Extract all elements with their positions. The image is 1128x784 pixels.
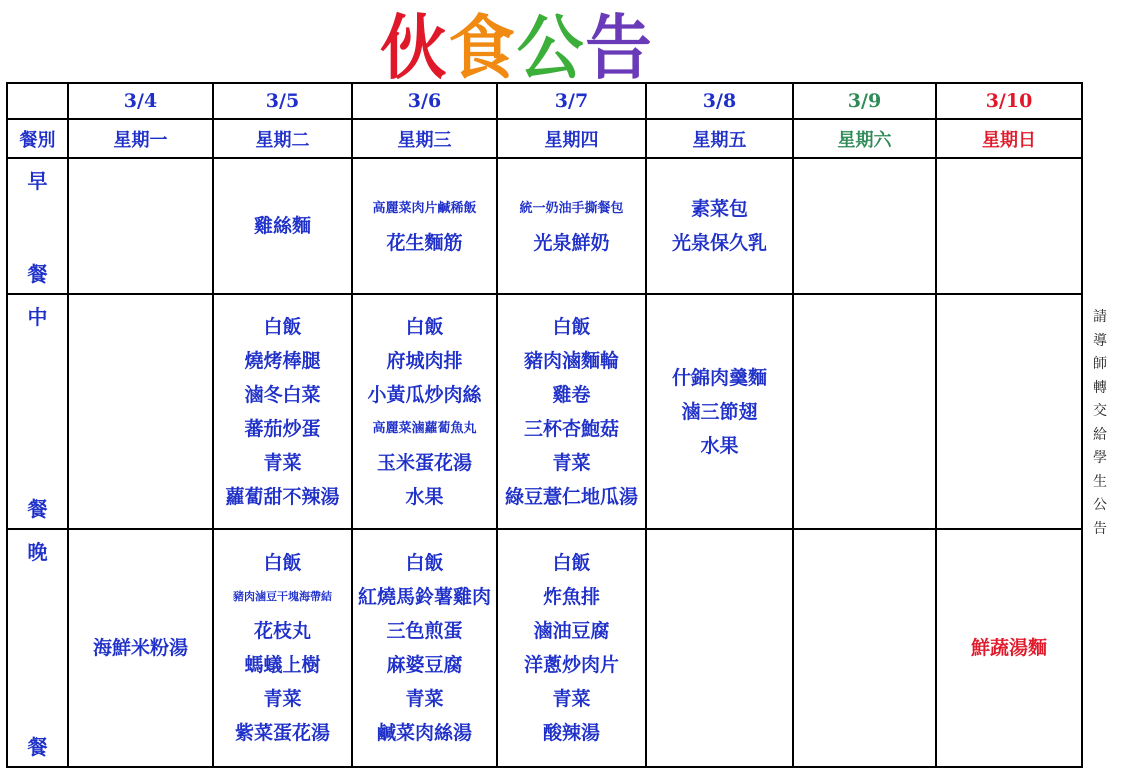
date-cell: 3/4 [68, 83, 213, 119]
menu-cell [646, 158, 793, 294]
menu-item: 白飯 [405, 552, 444, 574]
corner-cell [7, 83, 68, 119]
date-cell: 3/6 [352, 83, 497, 119]
menu-item: 酸辣湯 [542, 722, 600, 744]
menu-cell [646, 294, 793, 529]
menu-cell [936, 529, 1082, 767]
meal-label-top: 晚 [27, 540, 48, 564]
menu-item: 高麗菜肉片鹹稀飯 [372, 201, 477, 216]
title-char: 伙 [380, 7, 449, 89]
weekday-cell: 星期五 [646, 119, 793, 158]
menu-item: 洋蔥炒肉片 [523, 654, 619, 676]
date-row [7, 83, 1082, 119]
menu-cell [352, 294, 497, 529]
menu-item: 鮮蔬湯麵 [970, 637, 1047, 659]
side-note: 請導師轉交給學生公告 [1093, 309, 1107, 537]
menu-item: 雞卷 [552, 383, 591, 406]
menu-item: 綠豆薏仁地瓜湯 [504, 485, 638, 508]
menu-item: 白飯 [263, 552, 302, 574]
menu-cell [68, 294, 213, 529]
menu-item: 統一奶油手撕餐包 [519, 201, 624, 216]
menu-item: 滷油豆腐 [533, 620, 610, 642]
menu-item: 青菜 [263, 688, 302, 710]
menu-cell [497, 158, 646, 294]
title-char: 食 [448, 7, 517, 89]
menu-item: 白飯 [405, 315, 444, 338]
weekday-cell: 星期四 [497, 119, 646, 158]
menu-item: 小黃瓜炒肉絲 [367, 383, 482, 406]
menu-item: 光泉保久乳 [671, 232, 767, 254]
menu-item: 什錦肉羹麵 [671, 366, 767, 389]
title-char: 公 [516, 7, 586, 89]
date-cell-saturday: 3/9 [793, 83, 936, 119]
breakfast-row [7, 158, 1082, 294]
menu-item: 高麗菜滷蘿蔔魚丸 [372, 420, 477, 436]
menu-item: 白飯 [552, 315, 591, 338]
meal-label-bottom: 餐 [27, 497, 48, 521]
menu-item: 燒烤棒腿 [244, 349, 321, 372]
menu-cell [793, 529, 936, 767]
menu-cell [213, 158, 352, 294]
menu-item: 豬肉滷豆干塊海帶結 [233, 590, 332, 603]
menu-cell [936, 158, 1082, 294]
dinner-row [7, 529, 1082, 767]
meal-label-cell [7, 529, 68, 767]
menu-item: 雞絲麵 [253, 215, 311, 237]
menu-item: 蕃茄炒蛋 [244, 417, 321, 440]
weekday-cell: 星期三 [352, 119, 497, 158]
menu-item: 螞蟻上樹 [244, 654, 321, 676]
menu-item: 青菜 [552, 451, 591, 474]
date-cell: 3/8 [646, 83, 793, 119]
menu-item: 水果 [700, 434, 739, 457]
menu-cell [793, 158, 936, 294]
menu-cell [68, 158, 213, 294]
meal-label-bottom: 餐 [27, 262, 48, 286]
date-cell-sunday: 3/10 [936, 83, 1082, 119]
date-cell: 3/5 [213, 83, 352, 119]
meal-type-header: 餐別 [7, 119, 68, 158]
menu-item: 府城肉排 [386, 349, 463, 372]
meal-label-cell [7, 294, 68, 529]
menu-item: 青菜 [263, 451, 302, 474]
menu-cell [793, 294, 936, 529]
menu-item: 豬肉滷麵輪 [523, 349, 619, 372]
menu-item: 蘿蔔甜不辣湯 [225, 485, 340, 508]
menu-item: 水果 [405, 485, 444, 508]
menu-item: 鹹菜肉絲湯 [376, 722, 472, 744]
menu-item: 素菜包 [690, 198, 748, 220]
menu-cell [352, 529, 497, 767]
menu-item: 三色煎蛋 [386, 620, 463, 642]
menu-item: 花生麵筋 [386, 232, 463, 254]
menu-cell [213, 294, 352, 529]
menu-item: 青菜 [552, 688, 591, 710]
menu-item: 三杯杏鮑菇 [523, 417, 619, 440]
weekday-cell: 星期一 [68, 119, 213, 158]
menu-table [6, 82, 1083, 768]
menu-item: 麻婆豆腐 [386, 654, 463, 676]
meal-label-cell [7, 158, 68, 294]
menu-cell [646, 529, 793, 767]
menu-item: 白飯 [552, 552, 591, 574]
menu-cell [352, 158, 497, 294]
menu-item: 花枝丸 [253, 620, 311, 642]
menu-cell [68, 529, 213, 767]
menu-item: 炸魚排 [542, 586, 600, 608]
meal-label-bottom: 餐 [27, 735, 48, 759]
menu-item: 海鮮米粉湯 [92, 637, 188, 659]
menu-cell [213, 529, 352, 767]
weekday-cell-sunday: 星期日 [936, 119, 1082, 158]
menu-item: 紅燒馬鈴薯雞肉 [357, 586, 491, 608]
menu-item: 滷三節翅 [681, 400, 758, 423]
weekday-row [7, 119, 1082, 158]
weekday-cell: 星期二 [213, 119, 352, 158]
menu-item: 滷冬白菜 [244, 383, 321, 406]
lunch-row [7, 294, 1082, 529]
title-char: 告 [585, 7, 654, 89]
menu-cell [497, 294, 646, 529]
date-cell: 3/7 [497, 83, 646, 119]
meal-label-top: 中 [27, 305, 48, 329]
menu-item: 光泉鮮奶 [533, 232, 610, 254]
menu-item: 青菜 [405, 688, 444, 710]
menu-cell [936, 294, 1082, 529]
menu-item: 玉米蛋花湯 [376, 451, 472, 474]
menu-cell [497, 529, 646, 767]
menu-item: 白飯 [263, 315, 302, 338]
weekday-cell-saturday: 星期六 [793, 119, 936, 158]
menu-item: 紫菜蛋花湯 [234, 722, 330, 744]
meal-label-top: 早 [27, 169, 48, 193]
